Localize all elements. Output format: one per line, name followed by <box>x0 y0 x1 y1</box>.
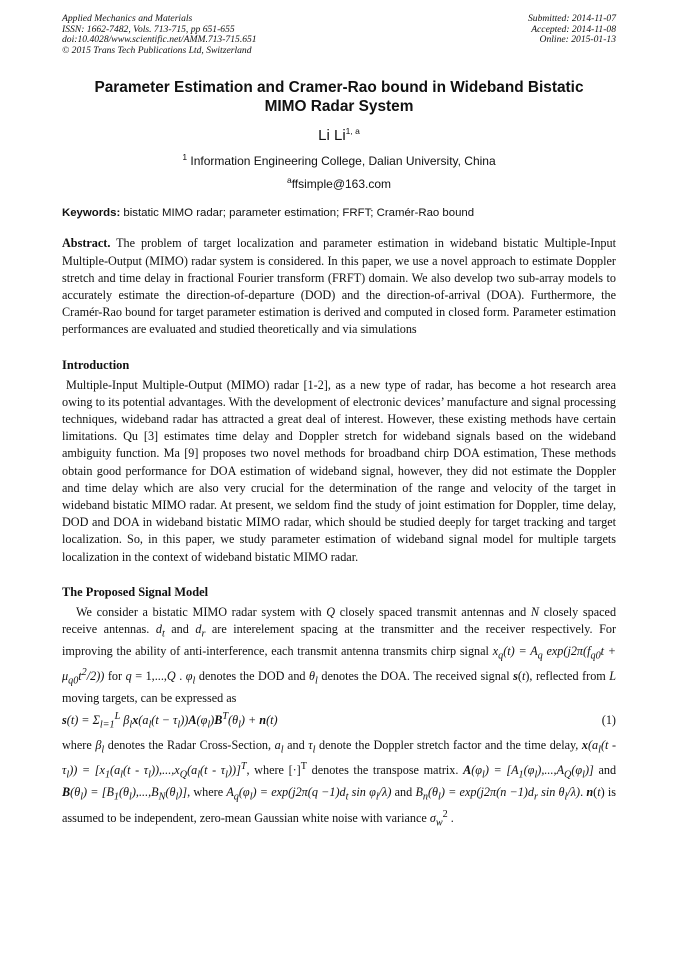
a-vector-formula: $A(\varphi_l) = [A_1(\varphi_l),...,A_Q(\varphi_l)]$ <box>463 763 594 781</box>
text-run: We consider a bistatic MIMO radar system with <box>76 604 322 619</box>
aq-formula: $A_q(\varphi_l) = \exp(j2\pi(q -1)d_t$ $\sin \varphi_l/\lambda$) <box>226 785 392 803</box>
text-run: , where <box>187 785 224 800</box>
text-run: denotes the Radar Cross-Section, <box>107 737 272 752</box>
affiliation-superscript: 1 <box>182 152 188 163</box>
header-left <box>62 14 257 56</box>
text-run: closely spaced transmit antennas and <box>339 604 527 619</box>
text-run: denote the Doppler stretch factor and the time delay, <box>318 737 579 752</box>
signal-model-heading: The Proposed Signal Model <box>62 584 209 599</box>
abstract-label: Abstract. <box>62 236 111 251</box>
keywords <box>62 207 616 219</box>
text-run: are interelement spacing at the transmitter and the receiver respectively. For improving the ability of anti-interference, each transmit antenna transmits chirp signal <box>62 622 616 658</box>
header-right <box>528 14 616 56</box>
submitted-date: Submitted: 2014-11-07 <box>527 13 616 24</box>
text-run: denotes the transpose matrix. <box>311 763 459 778</box>
copyright-line: © 2015 Trans Tech Publications Ltd, Switzerland <box>62 44 252 56</box>
author-superscript: 1, a <box>345 126 360 137</box>
text-run: and <box>598 763 617 778</box>
equation-1 <box>62 711 616 731</box>
author-name: Li Li <box>318 127 346 145</box>
keywords-text: bistatic MIMO radar; parameter estimation; FRFT; Cramér-Rao bound <box>123 207 475 220</box>
doi-line: doi:10.4028/www.scientific.net/AMM.713-715.651 <box>62 34 257 46</box>
text-run: for <box>107 669 123 684</box>
signal-model-paragraph-2: where $\beta_l$ denotes the Radar Cross-Section, $a_l$ and $\tau_l$ denote the Doppler stretch factor and the time delay, $x(a_l(t - \tau_l)) = [x_1(a_l(t - \tau_l)),...,x_Q(a_l(t - \tau_l))]^T$, where $[\cdot]^T$ denotes the transpose matrix. $A(\varphi_l) = [A_1(\varphi_l),...,A_Q(\varphi_l)]$ and $B(\theta_l) = [B_1(\theta_l),...,B_N(\theta_l)]$, where $A_q(\varphi_l) = \exp(j2\pi(q -1)d_t$ $\sin \varphi_l/\lambda$) and $B_n(\theta_l) = \exp(j2\pi(n -1)d_r$ $\sin \theta_l/\lambda$). n(t) is assumed to be independent, zero-mean Gaussian white noise with variance $\sigma_w^2$ . <box>62 737 617 829</box>
chirp-formula: $x_q(t) = A_q$ $\exp(j2\pi(f_{q0}t + \mu_{q0}t^2/2))$ <box>62 643 616 687</box>
text-run: and <box>287 737 305 752</box>
introduction-heading: Introduction <box>62 357 130 372</box>
affiliation <box>62 152 616 168</box>
journal-header <box>62 14 616 56</box>
equation-1-number: (1) <box>601 713 616 728</box>
text-run: denotes the DOD and <box>198 669 306 684</box>
introduction-paragraph: Multiple-Input Multiple-Output (MIMO) radar [1-2], as a new type of radar, has become a hot research area owing to its potential advantages. With the development of electronic devices’ manufacture and signal processing techniques, wideband radar has attracted a great deal of interest. However, these existing methods have certain limitations. Qu [3] estimates time delay and Doppler stretch for wideband signals based on the wideband ambiguity function. Ma [9] proposes two novel methods for broadband chirp DOA estimation, These methods obtain good performance for DOA estimation of wideband signal, however, they did not estimate the Doppler and time delay which are also very crucial for the determination of the range and velocity of the target in wideband bistatic MIMO radar. At present, we seldom find the study of joint estimation for Doppler, time delay, DOD and DOA in wideband bistatic MIMO radar, which should be studied deeply for target tracking and target localization. So, in this paper, we study parameter estimation of wideband signal model for multiple targets localization in the context of wideband bistatic MIMO radar. <box>62 377 616 564</box>
email-address[interactable]: ffsimple@163.com <box>291 177 392 192</box>
online-date: Online: 2015-01-13 <box>539 34 616 46</box>
abstract <box>62 235 616 338</box>
text-run: and <box>394 785 413 800</box>
affiliation-text: Information Engineering College, Dalian University, China <box>190 154 496 169</box>
text-run: , reflected from <box>529 669 606 684</box>
journal-name: Applied Mechanics and Materials <box>62 13 193 24</box>
text-run: closely spaced receive antennas. <box>62 604 617 637</box>
text-run: moving targets, can be expressed as <box>62 691 237 706</box>
b-vector-formula: $B(\theta_l) = [B_1(\theta_l),...,B_N(\theta_l)]$ <box>62 785 188 803</box>
text-run: , where <box>246 763 284 778</box>
text-run: is assumed to be independent, zero-mean Gaussian white noise with variance <box>62 785 617 825</box>
accepted-date: Accepted: 2014-11-08 <box>531 23 616 35</box>
keywords-label: Keywords: <box>62 207 121 220</box>
abstract-text: The problem of target localization and parameter estimation in wideband bistatic Multiple-Input Multiple-Output (MIMO) radar system is considered. In this paper, we use a novel approach to estimate Doppler stretch and time delay in fractional Fourier transform (FRFT) domain. We also develop two sub-array models to accurately estimate the direction-of-departure (DOD) and the direction-of-arrival (DOA). Furthermore, the Cramér-Rao bound for target parameter estimation is derived and computed in closed form. Parameter estimation performances are evaluated and studied theoretically and via simulations <box>62 236 616 337</box>
equation-1-formula: $s(t) = \Sigma_{l=1}^L$ $\beta_lx(a_l(t - \tau_l))A(\varphi_l)B^T(\theta_l) + n(t)$ <box>62 711 278 731</box>
issn-line: ISSN: 1662-7482, Vols. 713-715, pp 651-655 <box>62 23 235 35</box>
paper-title: Parameter Estimation and Cramer-Rao bound in Wideband Bistatic MIMO Radar System <box>94 79 584 116</box>
text-run: where <box>62 737 92 752</box>
email-line <box>62 175 616 191</box>
author-line <box>62 126 616 144</box>
signal-model-paragraph-1: We consider a bistatic MIMO radar system with Q closely spaced transmit antennas and N closely spaced receive antennas. $d_t$ and $d_r$ are interelement spacing at the transmitter and the receiver respectively. For improving the ability of anti-interference, each transmit antenna transmits chirp signal $x_q(t) = A_q$ $\exp(j2\pi(f_{q0}t + \mu_{q0}t^2/2))$ for q = 1,...,Q . $\varphi_l$ denotes the DOD and $\theta_l$ denotes the DOA. The received signal s(t), reflected from L moving targets, can be expressed as <box>62 604 617 706</box>
text-run: and <box>171 622 189 637</box>
x-vector-formula: $x(a_l(t - \tau_l)) = [x_1(a_l(t - \tau_l)),...,x_Q(a_l(t - \tau_l))]^T$ <box>62 737 617 781</box>
text-run: denotes the DOA. The received signal <box>321 669 510 684</box>
email-superscript: a <box>286 175 292 186</box>
bn-formula: $B_n(\theta_l) = \exp(j2\pi(n -1)d_r$ $\sin \theta_l/\lambda$) <box>415 785 581 803</box>
